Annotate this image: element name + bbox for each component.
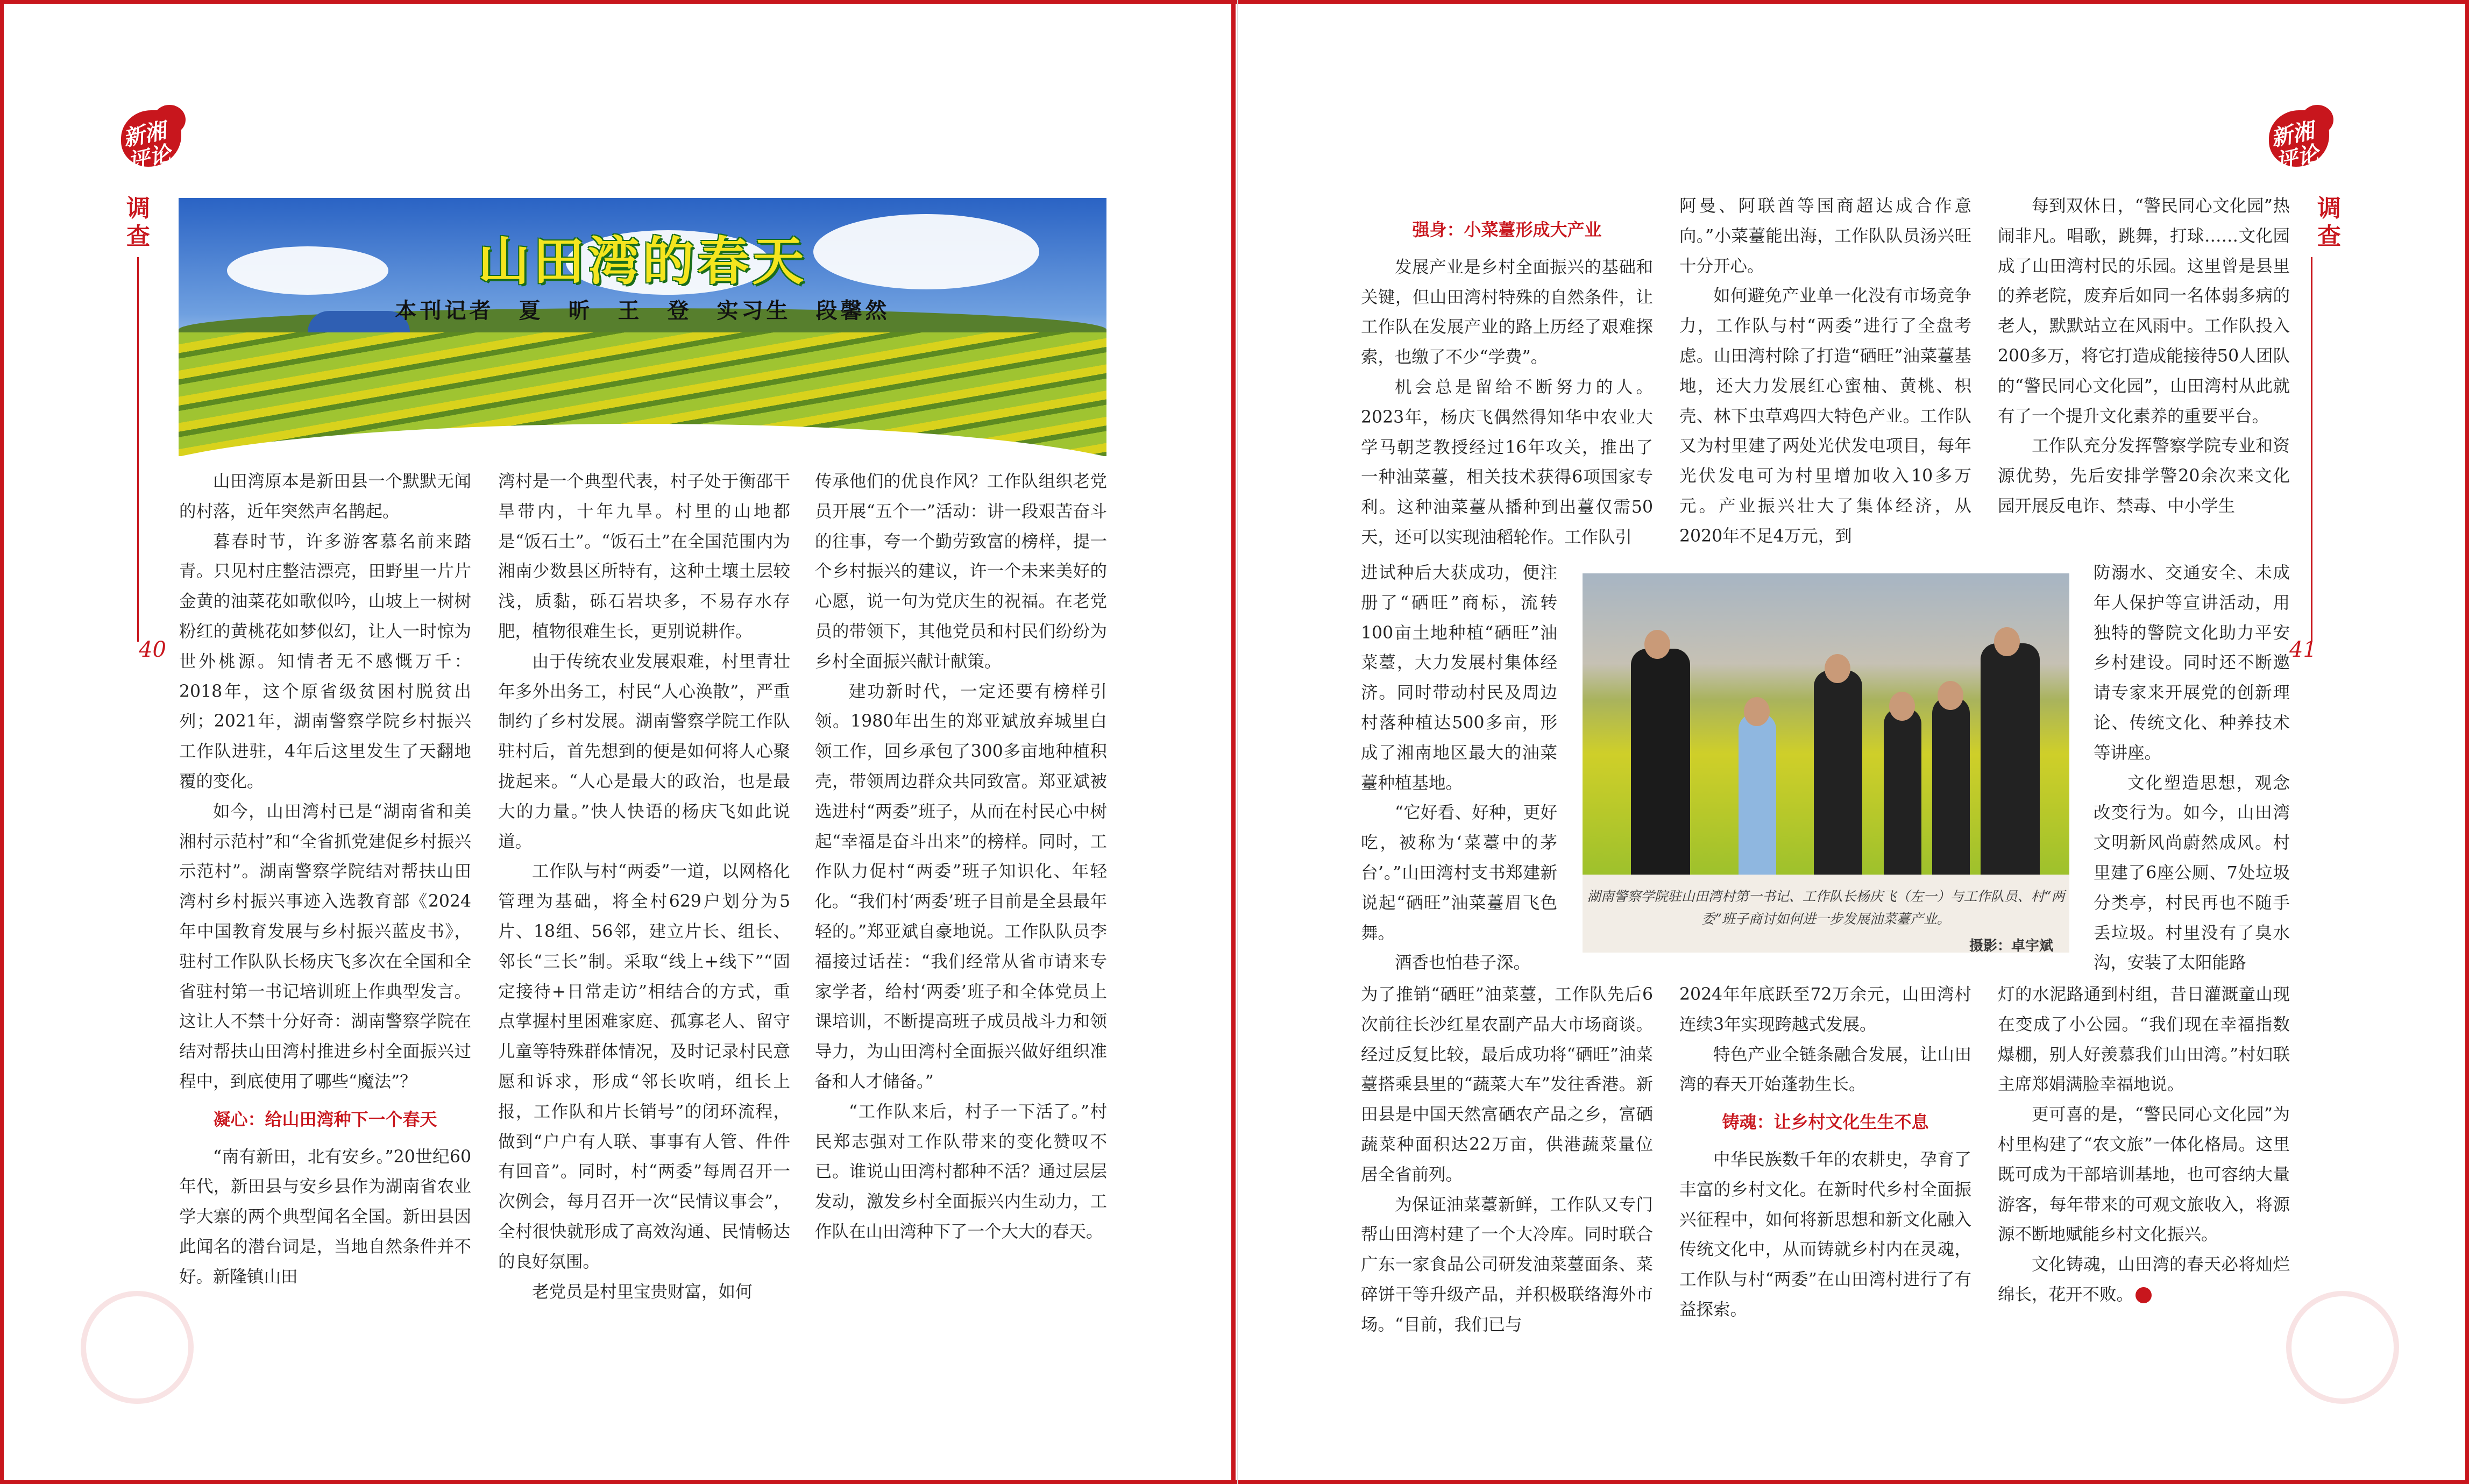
page-number-right: 41: [2289, 637, 2317, 662]
article-byline: 本刊记者 夏 昕 王 登 实习生 段馨然: [395, 298, 890, 323]
magazine-logo-left: [120, 105, 186, 175]
column-6-narrow: [2094, 558, 2290, 978]
paragraph: “工作队来后，村子一下活了。”村民郑志强对工作队带来的变化赞叹不已。谁说山田湾村都种不活？通过层层发动，激发乡村全面振兴内生动力，工作队在山田湾种下了一个大大的春天。: [815, 1102, 1107, 1241]
paragraph: 2024年年底跃至72万余元，山田湾村连续3年实现跨越式发展。: [1679, 985, 1971, 1034]
decorative-ornament-right: [2286, 1291, 2399, 1404]
article-title: 山田湾的春天: [478, 231, 807, 292]
paragraph: 山田湾原本是新田县一个默默无闻的村落，近年突然声名鹊起。: [179, 472, 471, 521]
paragraph: “它好看、好种，更好吃，被称为‘菜薹中的茅台’。”山田湾村支书郑建新说起“硒旺”油菜薹眉飞色舞。: [1361, 803, 1557, 943]
photo-image: [1583, 573, 2069, 875]
page-number-left: 40: [139, 637, 166, 662]
paragraph: 文化塑造思想，观念改变行为。如今，山田湾文明新风尚蔚然成风。村里建了6座公厕、7处垃圾分类亭，村民再也不随手丢垃圾。村里没有了臭水沟，安装了太阳能路: [2094, 773, 2290, 973]
decorative-ornament-left: [81, 1291, 194, 1404]
section-label-right: 调查: [2317, 195, 2341, 250]
paragraph: 由于传统农业发展艰难，村里青壮年多外出务工，村民“人心涣散”，严重制约了乡村发展。湖南警察学院工作队驻村后，首先想到的便是如何将人心聚拢起来。“人心是最大的政治，也是最大的力量。”快人快语的杨庆飞如此说道。: [498, 651, 790, 851]
paragraph: 湾村是一个典型代表，村子处于衡邵干旱带内，十年九旱。村里的山地都是“饭石土”。“饭石土”在全国范围内为湘南少数县区所特有，这种土壤土层较浅，质黏，砾石岩块多，不易存水存肥，植物很难生长，更别说耕作。: [498, 472, 790, 641]
paragraph: 更可喜的是，“警民同心文化园”为村里构建了“农文旅”一体化格局。这里既可成为干部培训基地，也可容纳大量游客，每年带来的可观文旅收入，将源源不断地赋能乡村文化振兴。: [1998, 1105, 2290, 1245]
paragraph: 发展产业是乡村全面振兴的基础和关键，但山田湾村特殊的自然条件，让工作队在发展产业的路上历经了艰难探索，也缴了不少“学费”。: [1361, 257, 1653, 367]
column-1: [179, 467, 471, 1293]
column-4-top: [1361, 208, 1653, 553]
magazine-logo-right: [2268, 105, 2333, 175]
paragraph: 特色产业全链条融合发展，让山田湾的春天开始蓬勃生长。: [1679, 1045, 1971, 1095]
page-spine: [1231, 0, 1236, 1484]
margin-rule-right: [2311, 257, 2312, 642]
paragraph: 阿曼、阿联酋等国商超达成合作意向。”小菜薹能出海，工作队队员汤兴旺十分开心。: [1679, 196, 1971, 276]
paragraph: 如何避免产业单一化没有市场竞争力，工作队与村“两委”进行了全盘考虑。山田湾村除了打造“硒旺”油菜薹基地，还大力发展红心蜜柚、黄桃、枳壳、林下虫草鸡四大特色产业。工作队又为村里建了两处光伏发电项目，每年光伏发电可为村里增加收入10多万元。产业振兴壮大了集体经济，从2020年不足4万元，到: [1679, 286, 1971, 546]
photo-credit: 摄影：卓宇斌: [1969, 938, 2053, 954]
section-heading: 凝心：给山田湾种下一个春天: [213, 1109, 437, 1130]
paragraph: 传承他们的优良作风？工作队组织老党员开展“五个一”活动：讲一段艰苦奋斗的往事，夸一个勤劳致富的榜样，提一个乡村振兴的建议，许一个未来美好的心愿，说一句为党庆生的祝福。在老党员的带领下，其他党员和村民们纷纷为乡村全面振兴献计献策。: [815, 472, 1107, 671]
end-mark-icon: [2135, 1287, 2152, 1303]
paragraph: 老党员是村里宝贵财富，如何: [532, 1282, 753, 1302]
paragraph: 如今，山田湾村已是“湖南省和美湘村示范村”和“全省抓党建促乡村振兴示范村”。湖南警察学院结对帮扶山田湾村乡村振兴事迹入选教育部《2024年中国教育发展与乡村振兴蓝皮书》，驻村工作队队长杨庆飞多次在全国和全省驻村第一书记培训班上作典型发言。这让人不禁十分好奇：湖南警察学院在结对帮扶山田湾村推进乡村全面振兴过程中，到底使用了哪些“魔法”？: [179, 801, 471, 1091]
paragraph: 为保证油菜薹新鲜，工作队又专门帮山田湾村建了一个大冷库。同时联合广东一家食品公司研发油菜薹面条、菜碎饼干等升级产品，并积极联络海外市场。“目前，我们已与: [1361, 1195, 1653, 1334]
column-5-bottom: [1679, 980, 1971, 1325]
photo-caption: 湖南警察学院驻山田湾村第一书记、工作队长杨庆飞（左一）与工作队员、村“两委”班子商讨如何进一步发展油菜薹产业。: [1587, 889, 2065, 927]
section-heading: 铸魂：让乡村文化生生不息: [1722, 1112, 1929, 1133]
logo-text: 新湘评论: [2268, 117, 2321, 175]
title-banner: [179, 198, 1106, 456]
section-heading: 强身：小菜薹形成大产业: [1412, 219, 1602, 240]
paragraph: 进试种后大获成功，便注册了“硒旺”商标，流转100亩土地种植“硒旺”油菜薹，大力发展村集体经济。同时带动村民及周边村落种植达500多亩，形成了湘南地区最大的油菜薹种植基地。: [1361, 563, 1557, 793]
margin-rule-left: [137, 257, 139, 642]
column-5-top: [1679, 191, 1971, 552]
column-6-bottom: [1998, 980, 2290, 1310]
paragraph: 中华民族数千年的农耕史，孕育了丰富的乡村文化。在新时代乡村全面振兴征程中，如何将新思想和新文化融入传统文化中，从而铸就乡村内在灵魂，工作队与村“两委”在山田湾村进行了有益探索。: [1679, 1149, 1971, 1319]
paragraph: 建功新时代，一定还要有榜样引领。1980年出生的郑亚斌放弃城里白领工作，回乡承包了300多亩地种植积壳，带领周边群众共同致富。郑亚斌被选进村“两委”班子，从而在村民心中树起“幸福是奋斗出来”的榜样。同时，工作队力促村“两委”班子知识化、年轻化。“我们村‘两委’班子目前是全县最年轻的。”郑亚斌自豪地说。工作队队员李福接过话茬：“我们经常从省市请来专家学者，给村‘两委’班子和全体党员上课培训，不断提高班子成员战斗力和领导力，为山田湾村全面振兴做好组织准备和人才储备。”: [815, 681, 1107, 1091]
paragraph: 为了推销“硒旺”油菜薹，工作队先后6次前往长沙红星农副产品大市场商谈。经过反复比较，最后成功将“硒旺”油菜薹搭乘县里的“蔬菜大车”发往香港。新田县是中国天然富硒农产品之乡，富硒蔬菜种面积达22万亩，供港蔬菜量位居全省前列。: [1361, 985, 1653, 1184]
column-3: [815, 467, 1107, 1247]
paragraph: 机会总是留给不断努力的人。2023年，杨庆飞偶然得知华中农业大学马朝芝教授经过16年攻关，推出了一种油菜薹，相关技术获得6项国家专利。这种油菜薹从播种到出薹仅需50天，还可以实现油稻轮作。工作队引: [1361, 377, 1653, 547]
column-4-bottom: [1361, 980, 1653, 1340]
page-spine-shadow: [1237, 0, 1238, 1484]
paragraph: 工作队与村“两委”一道，以网格化管理为基础，将全村629户划分为5片、18组、56邻，建立片长、组长、邻长“三长”制。采取“线上+线下”“固定接待+日常走访”相结合的方式，重点掌握村里困难家庭、孤寡老人、留守儿童等特殊群体情况，及时记录村民意愿和诉求，形成“邻长吹哨，组长上报，工作队和片长销号”的闭环流程，做到“户户有人联、事事有人管、件件有回音”。同时，村“两委”每周召开一次例会，每月召开一次“民情议事会”，全村很快就形成了高效沟通、民情畅达的良好氛围。: [498, 862, 790, 1272]
closing-sentence: 文化铸魂，山田湾的春天必将灿烂绵长，花开不败。: [1998, 1255, 2290, 1304]
logo-text: 新湘评论: [120, 117, 173, 175]
paragraph: “南有新田，北有安乡。”20世纪60年代，新田县与安乡县作为湖南省农业学大寨的两个典型闻名全国。新田县因此闻名的潜台词是，当地自然条件并不好。新隆镇山田: [179, 1147, 471, 1287]
paragraph: 防溺水、交通安全、未成年人保护等宣讲活动，用独特的警院文化助力平安乡村建设。同时还不断邀请专家来开展党的创新理论、传统文化、种养技术等讲座。: [2094, 563, 2290, 763]
paragraph: 工作队充分发挥警察学院专业和资源优势，先后安排学警20余次来文化园开展反电诈、禁毒、中小学生: [1998, 436, 2290, 516]
article-photo: [1583, 573, 2069, 953]
column-2: [498, 467, 790, 1307]
column-6-top: [1998, 191, 2290, 522]
paragraph: 酒香也怕巷子深。: [1395, 953, 1531, 973]
section-label-left: 调查: [126, 195, 150, 250]
column-4-narrow: [1361, 558, 1557, 978]
paragraph: 灯的水泥路通到村组，昔日灌溉童山现在变成了小公园。“我们现在幸福指数爆棚，别人好羡慕我们山田湾。”村妇联主席郑娟满脸幸福地说。: [1998, 985, 2290, 1095]
paragraph: 每到双休日，“警民同心文化园”热闹非凡。唱歌，跳舞，打球……文化园成了山田湾村民的乐园。这里曾是县里的养老院，废弃后如同一名体弱多病的老人，默默站立在风雨中。工作队投入200多万，将它打造成能接待50人团队的“警民同心文化园”，山田湾村从此就有了一个提升文化素养的重要平台。: [1998, 196, 2290, 426]
paragraph: [1998, 1250, 2290, 1310]
paragraph: 暮春时节，许多游客慕名前来踏青。只见村庄整洁漂亮，田野里一片片金黄的油菜花如歌似吟，山坡上一树树粉红的黄桃花如梦似幻，让人一时惊为世外桃源。知情者无不感慨万千：2018年，这个原省级贫困村脱贫出列；2021年，湖南警察学院乡村振兴工作队进驻，4年后这里发生了天翻地覆的变化。: [179, 531, 471, 791]
